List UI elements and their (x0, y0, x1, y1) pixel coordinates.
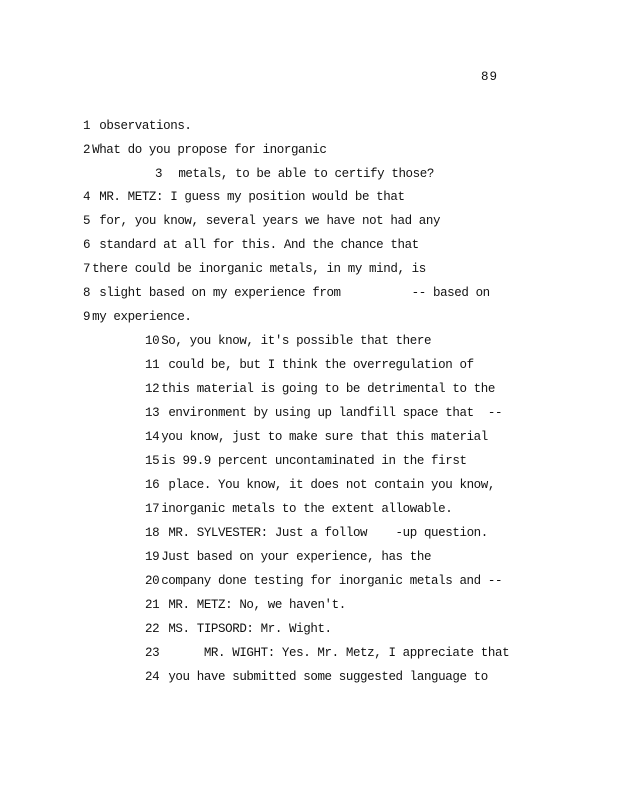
line-text: is 99.9 percent uncontaminated in the first (161, 454, 467, 468)
line-text: metals, to be able to certify those? (178, 167, 434, 181)
line-number: 18 (145, 526, 160, 540)
transcript-line (145, 381, 495, 397)
line-number: 9 (83, 310, 91, 324)
line-text: company done testing for inorganic metals and -- (161, 574, 503, 588)
line-number: 22 (145, 622, 160, 636)
transcript-line (155, 166, 434, 182)
line-number: 1 (83, 119, 91, 133)
line-number: 14 (145, 430, 160, 444)
line-number: 6 (83, 238, 91, 252)
line-number: 23 (145, 646, 160, 660)
transcript-line (83, 309, 192, 325)
line-number: 20 (145, 574, 160, 588)
transcript-line (83, 142, 326, 158)
line-text: MS. TIPSORD: Mr. Wight. (168, 622, 332, 636)
line-number: 5 (83, 214, 91, 228)
transcript-line (145, 525, 488, 541)
transcript-line (145, 333, 431, 349)
line-text: there could be inorganic metals, in my mind, is (92, 262, 426, 276)
line-number: 7 (83, 262, 91, 276)
line-number: 11 (145, 358, 160, 372)
line-text: Just based on your experience, has the (161, 550, 432, 564)
line-text: environment by using up landfill space that -- (168, 406, 503, 420)
transcript-line (145, 621, 332, 637)
transcript-line (145, 597, 346, 613)
line-number: 8 (83, 286, 91, 300)
line-text: observations. (99, 119, 192, 133)
line-text: MR. SYLVESTER: Just a follow -up question. (168, 526, 488, 540)
line-number: 16 (145, 478, 160, 492)
line-text: for, you know, several years we have not had any (99, 214, 441, 228)
transcript-line (83, 285, 490, 301)
line-number: 21 (145, 598, 160, 612)
line-number: 12 (145, 382, 160, 396)
transcript-line (83, 118, 192, 134)
transcript-line (145, 645, 509, 661)
line-number: 3 (155, 167, 163, 181)
line-text: you have submitted some suggested language to (168, 670, 488, 684)
transcript-line (145, 429, 488, 445)
transcript-line (83, 261, 426, 277)
line-text: slight based on my experience from -- based on (99, 286, 490, 300)
transcript-line (145, 573, 502, 589)
transcript-line (145, 405, 502, 421)
line-text: my experience. (92, 310, 192, 324)
transcript-line (145, 477, 495, 493)
transcript-line (145, 357, 474, 373)
line-text: standard at all for this. And the chance that (99, 238, 419, 252)
transcript-line (145, 549, 431, 565)
transcript-line (145, 669, 488, 685)
line-text: could be, but I think the overregulation of (168, 358, 474, 372)
transcript-line (145, 501, 452, 517)
line-text: So, you know, it's possible that there (161, 334, 432, 348)
line-text: this material is going to be detrimental to the (161, 382, 495, 396)
line-text: you know, just to make sure that this material (161, 430, 488, 444)
line-text: place. You know, it does not contain you know, (168, 478, 495, 492)
line-number: 13 (145, 406, 160, 420)
line-number: 2 (83, 143, 91, 157)
line-number: 19 (145, 550, 160, 564)
line-number: 24 (145, 670, 160, 684)
line-text: inorganic metals to the extent allowable. (161, 502, 453, 516)
line-number: 15 (145, 454, 160, 468)
line-number: 17 (145, 502, 160, 516)
page-number: 89 (481, 70, 499, 84)
transcript-line (83, 237, 419, 253)
transcript-line (83, 189, 405, 205)
line-text: What do you propose for inorganic (92, 143, 327, 157)
transcript-line (83, 213, 440, 229)
line-text: MR. METZ: No, we haven't. (168, 598, 346, 612)
transcript-line (145, 453, 467, 469)
line-number: 10 (145, 334, 160, 348)
line-number: 4 (83, 190, 91, 204)
line-text: MR. WIGHT: Yes. Mr. Metz, I appreciate that (203, 646, 510, 660)
line-text: MR. METZ: I guess my position would be that (99, 190, 405, 204)
